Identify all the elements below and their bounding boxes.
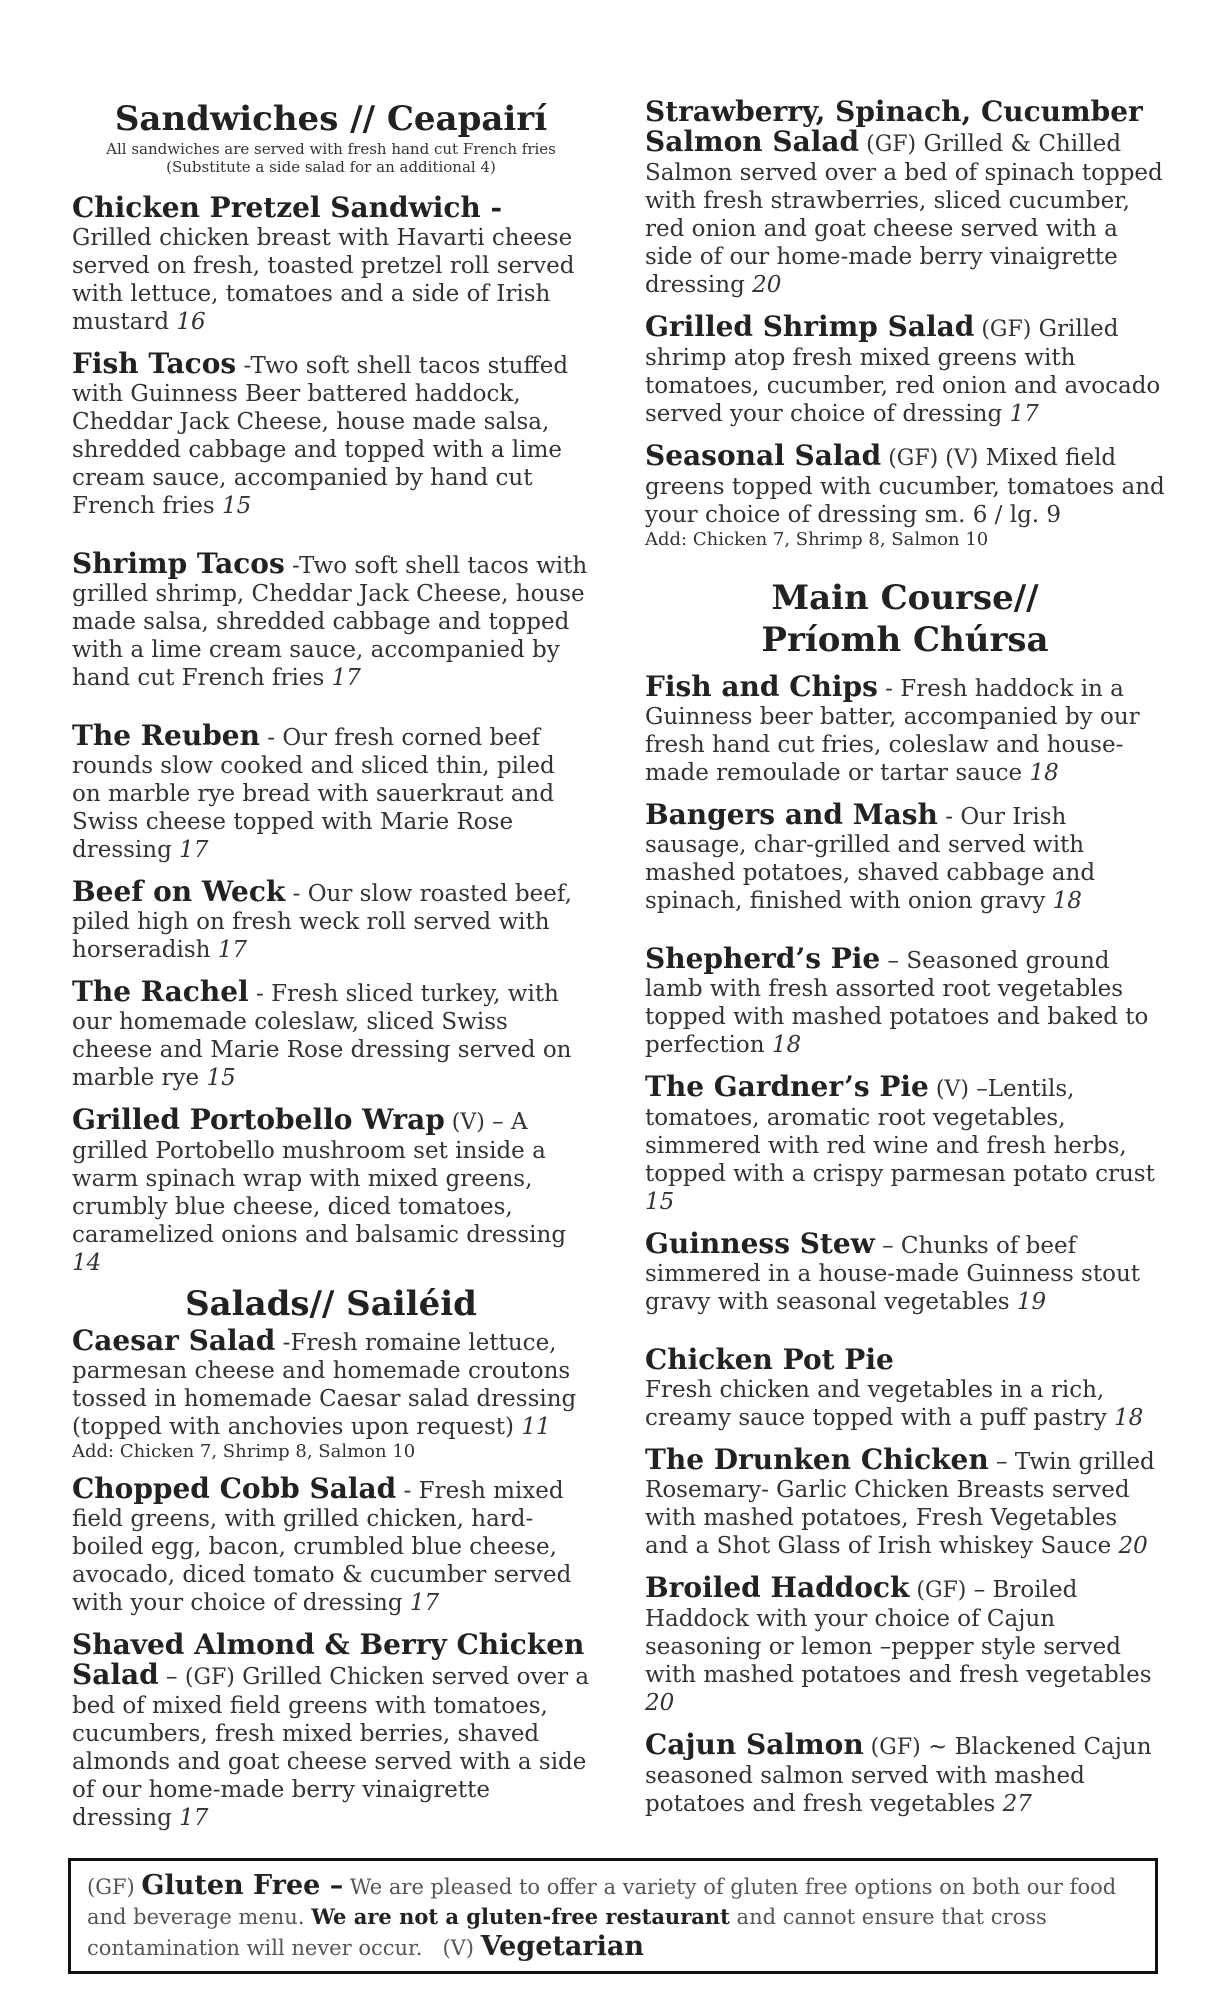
menu-item: The Drunken Chicken – Twin grilled Rosemary- Garlic Chicken Breasts served with mashed potatoes, Fresh Vegetables and a Shot Glass of Irish whiskey Sauce 20 xyxy=(645,1443,1155,1559)
gf-text: We are pleased to offer a variety of gluten free options on both our food and beverage menu. xyxy=(87,1875,1117,1929)
right-column xyxy=(645,95,1165,1832)
menu-item: Broiled Haddock (GF) – Broiled Haddock with your choice of Cajun seasoning or lemon –pepper style served with mashed potatoes and fresh vegetables 20 xyxy=(645,1571,1152,1716)
gf-tag: (GF) xyxy=(87,1875,135,1899)
menu-item: Fish and Chips - Fresh haddock in a Guinness beer batter, accompanied by our fresh hand cut fries, coleslaw and house-made remoulade or tartar sauce 18 xyxy=(645,670,1140,786)
menu-item: The Reuben - Our fresh corned beef rounds slow cooked and sliced thin, piled on marble rye bread with sauerkraut and Swiss cheese topped with Marie Rose dressing 17 xyxy=(72,719,555,863)
menu-item: Caesar Salad -Fresh romaine lettuce, parmesan cheese and homemade croutons tossed in homemade Caesar salad dressing (topped with anchovies upon request) 11 xyxy=(72,1324,577,1440)
menu-item: Chicken Pot Pie Fresh chicken and vegetables in a rich, creamy sauce topped with a puff pastry 18 xyxy=(645,1343,1144,1431)
gf-disclaimer: We are not a gluten-free restaurant xyxy=(311,1904,730,1929)
sandwiches-note-sub: (Substitute a side salad for an additional 4) xyxy=(166,158,496,176)
menu-item: Grilled Shrimp Salad (GF) Grilled shrimp atop fresh mixed greens with tomatoes, cucumber, red onion and avocado served your choice of dressing 17 xyxy=(645,310,1161,427)
menu-item: Guinness Stew – Chunks of beef simmered in a house-made Guinness stout gravy with seasonal vegetables 19 xyxy=(645,1227,1141,1315)
menu-item: The Gardner’s Pie (V) –Lentils, tomatoes, aromatic root vegetables, simmered with red wine and fresh herbs, topped with a crispy parmesan potato crust 15 xyxy=(645,1070,1155,1215)
menu-item: The Rachel - Fresh sliced turkey, with our homemade coleslaw, sliced Swiss cheese and Marie Rose dressing served on marble rye 15 xyxy=(72,975,572,1091)
v-label: Vegetarian xyxy=(480,1931,644,1962)
menu-item: Shrimp Tacos -Two soft shell tacos with grilled shrimp, Cheddar Jack Cheese, house made salsa, shredded cabbage and topped with a lime cream sauce, accompanied by hand cut French fries 17 xyxy=(72,547,588,691)
salad-addons: Add: Chicken 7, Shrimp 8, Salmon 10 xyxy=(72,1441,416,1462)
left-column xyxy=(72,98,590,1846)
gf-text-2: and cannot ensure that cross contamination will never occur. xyxy=(87,1905,1047,1960)
salad-addons: Add: Chicken 7, Shrimp 8, Salmon 10 xyxy=(645,529,989,550)
sandwiches-title: Sandwiches // Ceapairí xyxy=(114,99,548,139)
dietary-notice xyxy=(68,1858,1158,1974)
menu-item: Chicken Pretzel Sandwich - Grilled chicken breast with Havarti cheese served on fresh, toasted pretzel roll served with lettuce, tomatoes and a side of Irish mustard 16 xyxy=(72,191,575,335)
menu-item: Fish Tacos -Two soft shell tacos stuffed with Guinness Beer battered haddock, Cheddar Jack Cheese, house made salsa, shredded cabbage and topped with a lime cream sauce, accompanied by hand cut French fries 15 xyxy=(72,347,569,519)
menu-item: Bangers and Mash - Our Irish sausage, char-grilled and served with mashed potatoes, shaved cabbage and spinach, finished with onion gravy 18 xyxy=(645,798,1096,914)
main-course-title: Main Course// xyxy=(771,578,1039,618)
menu-item: Shaved Almond & Berry Chicken Salad – (GF) Grilled Chicken served over a bed of mixed field greens with tomatoes, cucumbers, fresh mixed berries, shaved almonds and goat cheese served with a side of our home-made berry vinaigrette dressing 17 xyxy=(72,1628,590,1831)
menu-item: Chopped Cobb Salad - Fresh mixed field greens, with grilled chicken, hard-boiled egg, bacon, crumbled blue cheese, avocado, diced tomato & cucumber served with your choice of dressing 17 xyxy=(72,1472,572,1616)
v-tag: (V) xyxy=(442,1936,475,1960)
sandwiches-note: All sandwiches are served with fresh hand cut French fries xyxy=(106,140,556,158)
menu-item: Seasonal Salad (GF) (V) Mixed field greens topped with cucumber, tomatoes and your choice of dressing sm. 6 / lg. 9 xyxy=(645,439,1165,528)
menu-item: Beef on Weck - Our slow roasted beef, piled high on fresh weck roll served with horseradish 17 xyxy=(72,875,572,963)
gf-label: Gluten Free – xyxy=(141,1870,344,1901)
menu-item: Shepherd’s Pie – Seasoned ground lamb with fresh assorted root vegetables topped with mashed potatoes and baked to perfection 18 xyxy=(645,942,1149,1058)
menu-item: Grilled Portobello Wrap (V) – A grilled Portobello mushroom set inside a warm spinach wrap with mixed greens, crumbly blue cheese, diced tomatoes, caramelized onions and balsamic dressing 14 xyxy=(72,1103,567,1276)
salads-title: Salads// Sailéid xyxy=(185,1284,477,1324)
main-course-subtitle: Príomh Chúrsa xyxy=(761,620,1049,660)
menu-item: Cajun Salmon (GF) ~ Blackened Cajun seasoned salmon served with mashed potatoes and fresh vegetables 27 xyxy=(645,1728,1152,1817)
menu-item: Strawberry, Spinach, Cucumber Salmon Salad (GF) Grilled & Chilled Salmon served over a bed of spinach topped with fresh strawberries, sliced cucumber, red onion and goat cheese served with a side of our home-made berry vinaigrette dressing 20 xyxy=(645,95,1163,298)
